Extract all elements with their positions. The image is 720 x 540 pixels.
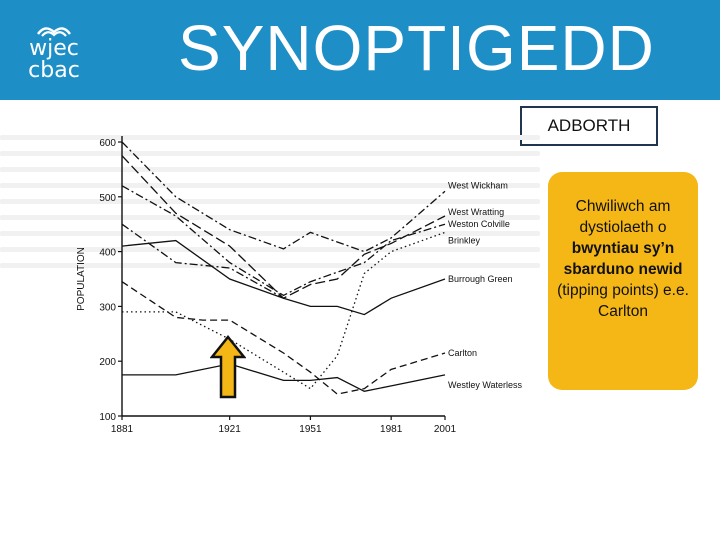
y-axis-label: POPULATION (76, 247, 87, 311)
scan-noise-line (0, 167, 540, 172)
y-tick-label: 200 (99, 357, 116, 369)
series-line-west-wratting (122, 156, 445, 299)
x-tick-label: 1981 (380, 424, 403, 435)
answer-button[interactable]: ADBORTH (520, 106, 658, 146)
logo-text-wjec: wjec (29, 36, 79, 61)
slide-title: SYNOPTIGEDD (178, 12, 655, 84)
population-chart (0, 105, 560, 445)
x-tick-label: 2001 (433, 424, 457, 435)
series-label: Weston Colville (448, 219, 510, 230)
series-label: Burrough Green (448, 274, 513, 284)
y-tick-label: 400 (99, 247, 116, 259)
callout-text-part1: Chwiliwch am dystiolaeth o (575, 198, 671, 236)
series-line-brinkley (122, 232, 445, 388)
y-tick-label: 100 (99, 412, 116, 423)
callout-text-bold: bwyntiau sy’n sbarduno newid (563, 240, 683, 278)
x-tick-label: 1881 (110, 424, 134, 435)
series-line-westley-waterless (122, 364, 445, 391)
series-label: West Wickham (448, 180, 508, 191)
y-tick-label: 600 (99, 138, 116, 149)
scan-noise-line (0, 199, 540, 204)
x-tick-label: 1951 (299, 424, 322, 435)
population-line-chart (0, 105, 560, 445)
series-label: West Wratting (448, 206, 505, 217)
x-tick-label: 1921 (218, 424, 241, 435)
up-arrow-icon (210, 335, 246, 399)
y-tick-label: 300 (99, 302, 116, 314)
chart-series-lines (122, 142, 445, 394)
chart-series-labels (448, 180, 523, 390)
callout-text-part2: (tipping points) e.e. Carlton (557, 282, 689, 320)
scan-noise-line (0, 135, 540, 140)
slide-header (0, 0, 720, 100)
series-label: Carlton (448, 347, 478, 358)
wjec-cbac-logo (22, 22, 86, 82)
y-tick-label: 500 (99, 192, 116, 204)
logo-text-cbac: cbac (28, 58, 80, 83)
series-label: Westley Waterless (448, 379, 523, 390)
scan-noise-line (0, 151, 540, 156)
callout-card (548, 172, 698, 390)
series-label: Brinkley (448, 235, 481, 246)
